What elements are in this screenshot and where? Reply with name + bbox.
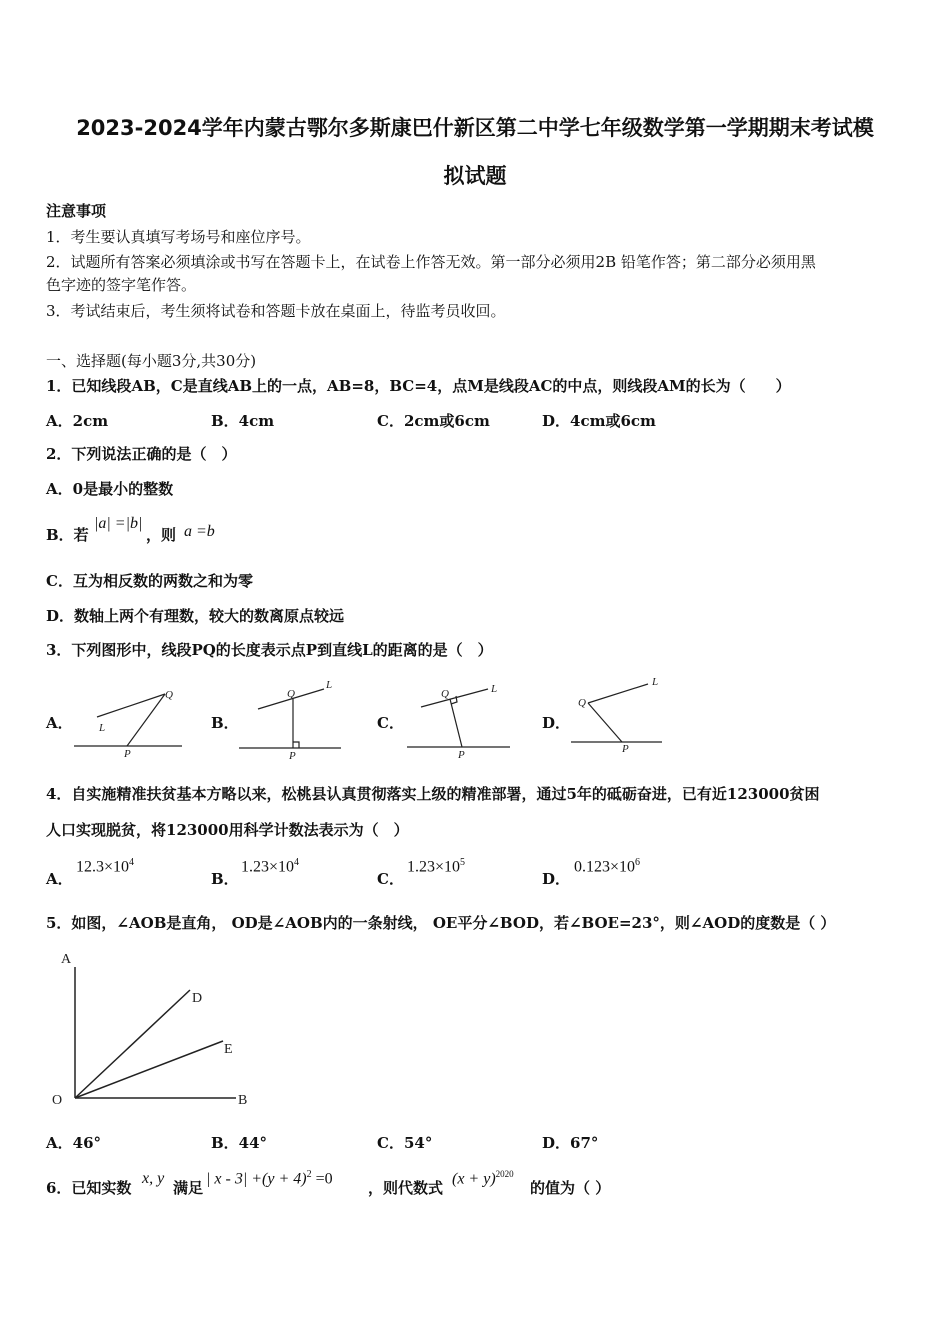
- q4-a-exp: 4: [129, 857, 135, 868]
- q3c-label-l: L: [491, 683, 498, 695]
- q5-ray-oe: [75, 1041, 223, 1098]
- page-title-line1: 2023-2024学年内蒙古鄂尔多斯康巴什新区第二中学七年级数学第一学期期末考试模: [76, 116, 874, 140]
- q4-option-a-expr: [76, 857, 134, 877]
- page-title-line2: 拟试题: [443, 164, 507, 188]
- q3a-line-l: [97, 694, 165, 717]
- q4-option-c-expr: [407, 857, 465, 877]
- question-4-stem-line1: 4．自实施精准扶贫基本方略以来，松桃县认真贯彻落实上级的精准部署，通过5年的砥砺奋进，已有近123000贫困: [46, 785, 820, 803]
- q3-option-a: A．: [46, 714, 73, 732]
- notice-item-3: 3．考试结束后，考生须将试卷和答题卡放在桌面上，待监考员收回。: [46, 302, 506, 320]
- q3a-label-l: L: [99, 722, 106, 734]
- section-heading: 一、选择题(每小题3分,共30分): [46, 352, 257, 370]
- q6-vars: x, y: [142, 1170, 165, 1187]
- q4-option-d: D．: [542, 870, 571, 888]
- q5-ray-od: [75, 990, 190, 1098]
- q1-option-c: C．2cm或6cm: [377, 412, 490, 430]
- q3d-label-p: P: [622, 743, 629, 755]
- q3-option-d: D．: [542, 714, 571, 732]
- question-6-mid2: ，则代数式: [368, 1179, 444, 1197]
- q4-c-base: 1.23×10: [407, 858, 461, 876]
- q6-expr2-exp: 2020: [495, 1169, 514, 1179]
- q3-option-c: C．: [377, 714, 404, 732]
- q3b-label-l: L: [326, 679, 333, 691]
- q4-option-d-expr: [574, 857, 640, 877]
- question-6-prefix: 6．已知实数: [46, 1179, 132, 1197]
- q3a-label-p: P: [124, 748, 131, 760]
- q5-label-a: A: [61, 952, 72, 967]
- q2-option-b-mid: ，则: [146, 526, 177, 544]
- question-6-mid1: 满足: [173, 1179, 204, 1197]
- q3b-label-p: P: [289, 750, 296, 762]
- notice-item-1: 1．考生要认真填写考场号和座位序号。: [46, 228, 311, 246]
- notice-item-2b: 色字迹的签字笔作答。: [46, 276, 197, 294]
- q4-d-base: 0.123×10: [574, 858, 636, 876]
- q5-label-o: O: [52, 1093, 63, 1108]
- q4-option-b: B．: [211, 870, 239, 888]
- q4-b-exp: 4: [294, 857, 300, 868]
- notice-heading: 注意事项: [46, 202, 107, 220]
- q5-option-a: A．46°: [46, 1134, 102, 1152]
- q2-option-b-expr2: a =b: [184, 523, 215, 540]
- q4-option-b-expr: [241, 857, 299, 877]
- q5-label-e: E: [224, 1042, 233, 1057]
- q3c-segment-pq: [450, 699, 462, 747]
- question-4-stem-line2: 人口实现脱贫，将123000用科学计数法表示为（ ）: [46, 821, 409, 839]
- q3a-segment-pq: [127, 694, 165, 746]
- q6-expr-power: [452, 1169, 514, 1189]
- q2-option-a: A．0是最小的整数: [46, 480, 174, 498]
- q6-expr2-main: (x + y): [452, 1170, 496, 1188]
- q3-option-b: B．: [211, 714, 239, 732]
- q4-a-base: 12.3×10: [76, 858, 130, 876]
- q3b-label-q: Q: [287, 688, 295, 700]
- q5-option-b: B．44°: [211, 1134, 268, 1152]
- question-1-stem: 1．已知线段AB，C是直线AB上的一点，AB=8，BC=4，点M是线段AC的中点，则线段AM的长为（ ）: [46, 377, 791, 395]
- q3c-label-q: Q: [441, 688, 449, 700]
- q3d-label-q: Q: [578, 697, 586, 709]
- q4-c-exp: 5: [460, 857, 466, 868]
- q3c-label-p: P: [458, 749, 465, 761]
- q1-option-d: D．4cm或6cm: [542, 412, 656, 430]
- q1-option-a: A．2cm: [46, 412, 109, 430]
- q5-option-c: C．54°: [377, 1134, 433, 1152]
- q5-angle-figure: [40, 945, 270, 1115]
- q5-label-d: D: [192, 991, 203, 1006]
- q6-expr-tail: =0: [311, 1170, 333, 1188]
- q3c-right-angle-mark: [451, 696, 457, 704]
- q2-option-b-expr1: |a| =|b|: [94, 515, 143, 532]
- notice-item-2a: 2．试题所有答案必须填涂或书写在答题卡上，在试卷上作答无效。第一部分必须用2B 铅笔作答；第二部分必须用黑: [46, 253, 816, 271]
- q4-d-exp: 6: [635, 857, 641, 868]
- q3a-label-q: Q: [165, 689, 173, 701]
- q1-option-b: B．4cm: [211, 412, 275, 430]
- q4-b-base: 1.23×10: [241, 858, 295, 876]
- question-5-stem: 5．如图，∠AOB是直角， OD是∠AOB内的一条射线， OE平分∠BOD，若∠BOE=23°，则∠AOD的度数是（ ）: [46, 914, 836, 932]
- question-6-suffix: 的值为（ ）: [530, 1179, 611, 1197]
- q2-option-d: D．数轴上两个有理数，较大的数离原点较远: [46, 607, 345, 625]
- question-3-stem: 3．下列图形中，线段PQ的长度表示点P到直线L的距离的是（ ）: [46, 641, 493, 659]
- q4-option-a: A．: [46, 870, 73, 888]
- q6-expr-main: | x - 3| +(y + 4): [206, 1170, 307, 1188]
- q5-label-b: B: [238, 1093, 248, 1108]
- q4-option-c: C．: [377, 870, 404, 888]
- q2-option-b-prefix: B．若: [46, 526, 89, 544]
- q3d-segment-pq: [588, 703, 622, 742]
- q3d-line-l: [588, 684, 648, 703]
- q3d-label-l: L: [652, 676, 659, 688]
- q3b-right-angle-mark: [293, 742, 299, 748]
- q2-option-c: C．互为相反数的两数之和为零: [46, 572, 253, 590]
- q3c-line-l: [421, 689, 488, 707]
- q6-expr-condition: [206, 1169, 333, 1189]
- q6-expr-square: 2: [306, 1169, 312, 1180]
- question-2-stem: 2．下列说法正确的是（ ）: [46, 445, 237, 463]
- q5-option-d: D．67°: [542, 1134, 599, 1152]
